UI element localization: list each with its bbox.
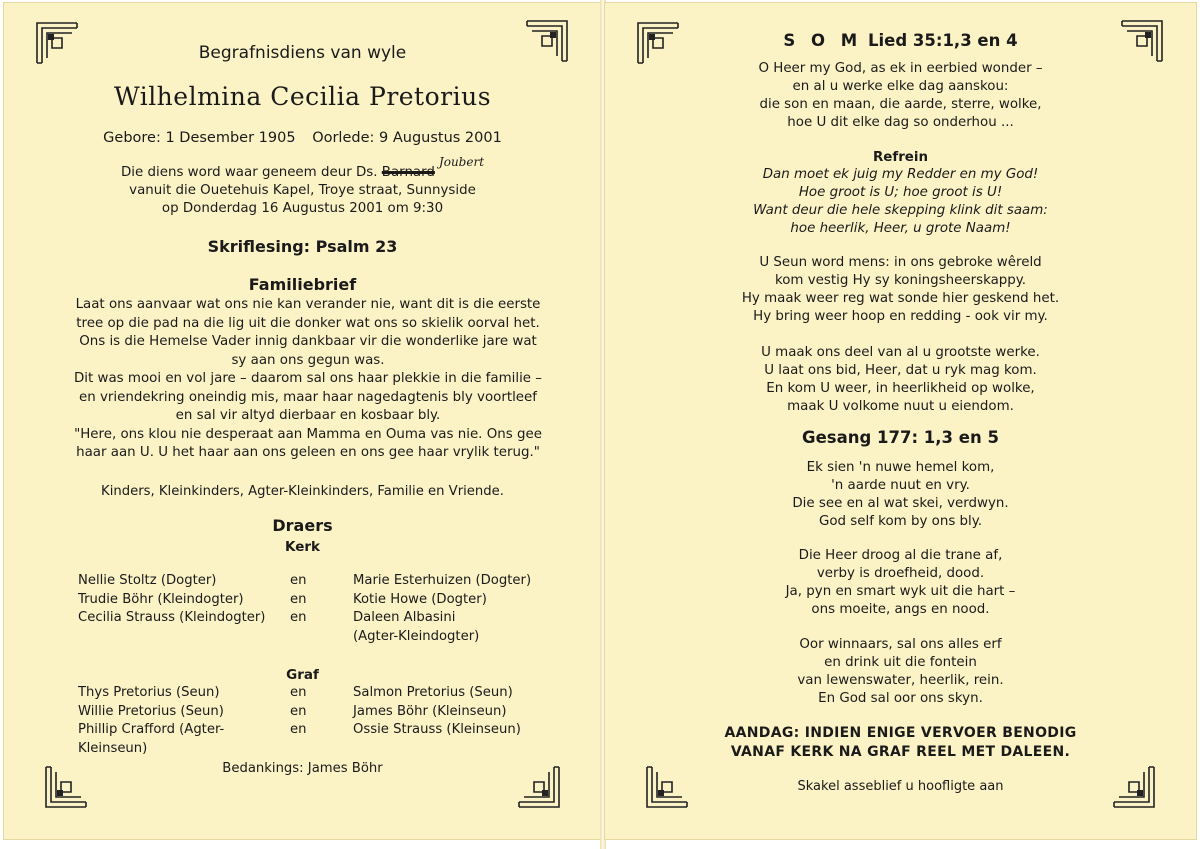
bearer-left: Cecilia Strauss (Kleindogter)	[78, 610, 266, 625]
bearer-conj: en	[290, 685, 307, 700]
transport-notice	[604, 724, 1197, 762]
bearer-right: (Agter-Kleindogter)	[353, 628, 480, 644]
bearer-conj: en	[290, 703, 307, 719]
bearer-row	[78, 609, 548, 628]
verse-line: O Heer my God, as ek in eerbied wonder –	[758, 61, 1043, 76]
verse-line: Ja, pyn en smart wyk uit die hart –	[785, 584, 1016, 599]
verse-line: U Seun word mens: in ons gebroke wêreld	[759, 255, 1042, 270]
verse-line: Dan moet ek juig my Redder en my God!	[762, 167, 1039, 182]
church-bearers-list	[78, 572, 548, 646]
verse-line: Ek sien 'n nuwe hemel kom,	[806, 460, 995, 475]
verse-line: en drink uit die fontein	[824, 655, 977, 670]
life-dates	[3, 129, 602, 147]
right-page	[604, 2, 1197, 840]
hymn1-verse3	[604, 344, 1197, 416]
handwritten-officiant-name: Joubert	[438, 155, 485, 169]
verse-line: 'n aarde nuut en vry.	[831, 478, 970, 493]
bearers-title: Draers	[272, 516, 333, 535]
grave-bearers-list	[78, 684, 548, 758]
funeral-title: Begrafnisdiens van wyle	[198, 43, 407, 63]
bearer-row	[78, 572, 548, 591]
verse-line: kom vestig Hy sy koningsheerskappy.	[774, 273, 1027, 288]
hymn2-title: Gesang 177: 1,3 en 5	[802, 428, 999, 447]
hymn2-verse2	[604, 547, 1197, 619]
notice-line: VANAF KERK NA GRAF REEL MET DALEEN.	[730, 744, 1071, 760]
verse-line: en al u werke elke dag aanskou:	[792, 79, 1009, 94]
hymn1-number: Lied 35:1,3 en 4	[867, 31, 1018, 50]
bearer-left: Nellie Stoltz (Dogter)	[78, 573, 217, 588]
verse-line: hoe heerlik, Heer, u grote Naam!	[790, 221, 1011, 236]
verse-line: maak U volkome nuut u eiendom.	[787, 399, 1014, 414]
bearer-right: James Böhr (Kleinseun)	[353, 703, 507, 719]
notice-line: AANDAG: INDIEN ENIGE VERVOER BENODIG	[724, 725, 1077, 741]
verse-line: Hoe groot is U; hoe groot is U!	[798, 185, 1003, 200]
bearer-conj	[290, 628, 353, 647]
left-page	[3, 2, 602, 840]
bearer-row	[78, 703, 548, 722]
bearer-left: Willie Pretorius (Seun)	[78, 703, 224, 719]
deceased-name: Wilhelmina Cecilia Pretorius	[113, 82, 492, 111]
refrain	[604, 166, 1197, 238]
bearer-conj: en	[290, 591, 307, 607]
struck-officiant-name: Barnard	[381, 165, 435, 180]
verse-line: U maak ons deel van al u grootste werke.	[761, 345, 1040, 360]
headlights-note: Skakel asseblief u hoofligte aan	[797, 779, 1004, 794]
bearer-right: Marie Esterhuizen (Dogter)	[353, 573, 532, 588]
church-bearers-label: Kerk	[284, 539, 320, 555]
service-venue: vanuit die Ouetehuis Kapel, Troye straat, Sunnyside	[129, 183, 476, 198]
verse-line: Die Heer droog al die trane af,	[798, 548, 1003, 563]
bearer-left: Trudie Böhr (Kleindogter)	[78, 591, 244, 607]
hymn2-verse1	[604, 459, 1197, 531]
bearer-right: Daleen Albasini	[353, 610, 456, 625]
family-letter-paragraph: Dit was mooi en vol jare – daarom sal ons haar plekkie in die familie – en vriendekring oneindig mis, maar haar nagedagtenis bly voortleef en sal vir altyd dierbaar en kosbaar bly.	[73, 371, 543, 423]
som-label: S O M	[783, 31, 863, 50]
verse-line: hoe U dit elke dag so onderhou ...	[787, 115, 1014, 130]
verse-line: die son en maan, die aarde, sterre, wolke,	[759, 97, 1042, 112]
refrain-title: Refrein	[872, 150, 929, 165]
hymn1-verse2	[604, 254, 1197, 326]
family-letter-paragraph: "Here, ons klou nie desperaat aan Mamma en Ouma vas nie. Ons gee haar aan U. U het haar aan ons geleen en ons gee haar vrylik terug."	[74, 426, 542, 460]
hymn2-verse3	[604, 636, 1197, 708]
family-letter-paragraph: Laat ons aanvaar wat ons nie kan verander nie, want dit is die eerste tree op die pad na die lig uit die donker wat ons so skielik oorval het. Ons is die Hemelse Vader innig dankbaar vir die wonderlike jare wat sy aan ons gegun was.	[75, 297, 541, 368]
bearer-conj: en	[290, 610, 307, 625]
birth-date: Gebore: 1 Desember 1905	[103, 130, 296, 146]
verse-line: Die see en al wat skei, verdwyn.	[792, 496, 1009, 511]
service-details	[3, 155, 602, 218]
family-letter-title: Familiebrief	[248, 275, 357, 294]
bearer-left: Phillip Crafford (Agter-Kleinseun)	[78, 722, 225, 756]
acknowledgements: Bedankings: James Böhr	[222, 761, 383, 776]
verse-line: En God sal oor ons skyn.	[818, 691, 983, 706]
verse-line: Hy bring weer hoop en redding - ook vir my.	[753, 309, 1048, 324]
service-officiant-label: Die diens word waar geneem deur Ds.	[120, 165, 378, 180]
bearer-right: Ossie Strauss (Kleinseun)	[353, 722, 521, 737]
bearer-left	[78, 628, 290, 647]
verse-line: van lewenswater, heerlik, rein.	[797, 673, 1004, 688]
bearer-row	[78, 721, 548, 758]
verse-line: Hy maak weer reg wat sonde hier geskend het.	[741, 291, 1060, 306]
bearer-conj: en	[290, 573, 307, 588]
family-signature: Kinders, Kleinkinders, Agter-Kleinkinders, Familie en Vriende.	[101, 484, 504, 499]
verse-line: God self kom by ons bly.	[818, 514, 983, 529]
bearer-right: Salmon Pretorius (Seun)	[353, 685, 513, 700]
verse-line: Want deur die hele skepping klink dit saam:	[753, 203, 1048, 218]
verse-line: En kom U weer, in heerlikheid op wolke,	[766, 381, 1035, 396]
bearer-row	[78, 684, 548, 703]
verse-line: ons moeite, angs en nood.	[811, 602, 990, 617]
bearer-left: Thys Pretorius (Seun)	[78, 685, 220, 700]
bearer-right: Kotie Howe (Dogter)	[353, 591, 487, 607]
grave-bearers-label: Graf	[286, 667, 319, 683]
service-datetime: op Donderdag 16 Augustus 2001 om 9:30	[161, 201, 444, 216]
death-date: Oorlede: 9 Augustus 2001	[312, 130, 502, 146]
family-letter	[73, 296, 543, 463]
bearer-conj: en	[290, 722, 307, 737]
bearer-row	[78, 628, 548, 647]
hymn1-title	[604, 32, 1197, 50]
bearer-row	[78, 591, 548, 610]
scripture-reading: Skriflesing: Psalm 23	[207, 237, 398, 256]
hymn1-verse1	[604, 60, 1197, 132]
verse-line: verby is droefheid, dood.	[816, 566, 985, 581]
verse-line: Oor winnaars, sal ons alles erf	[799, 637, 1002, 652]
verse-line: U laat ons bid, Heer, dat u ryk mag kom.	[764, 363, 1037, 378]
